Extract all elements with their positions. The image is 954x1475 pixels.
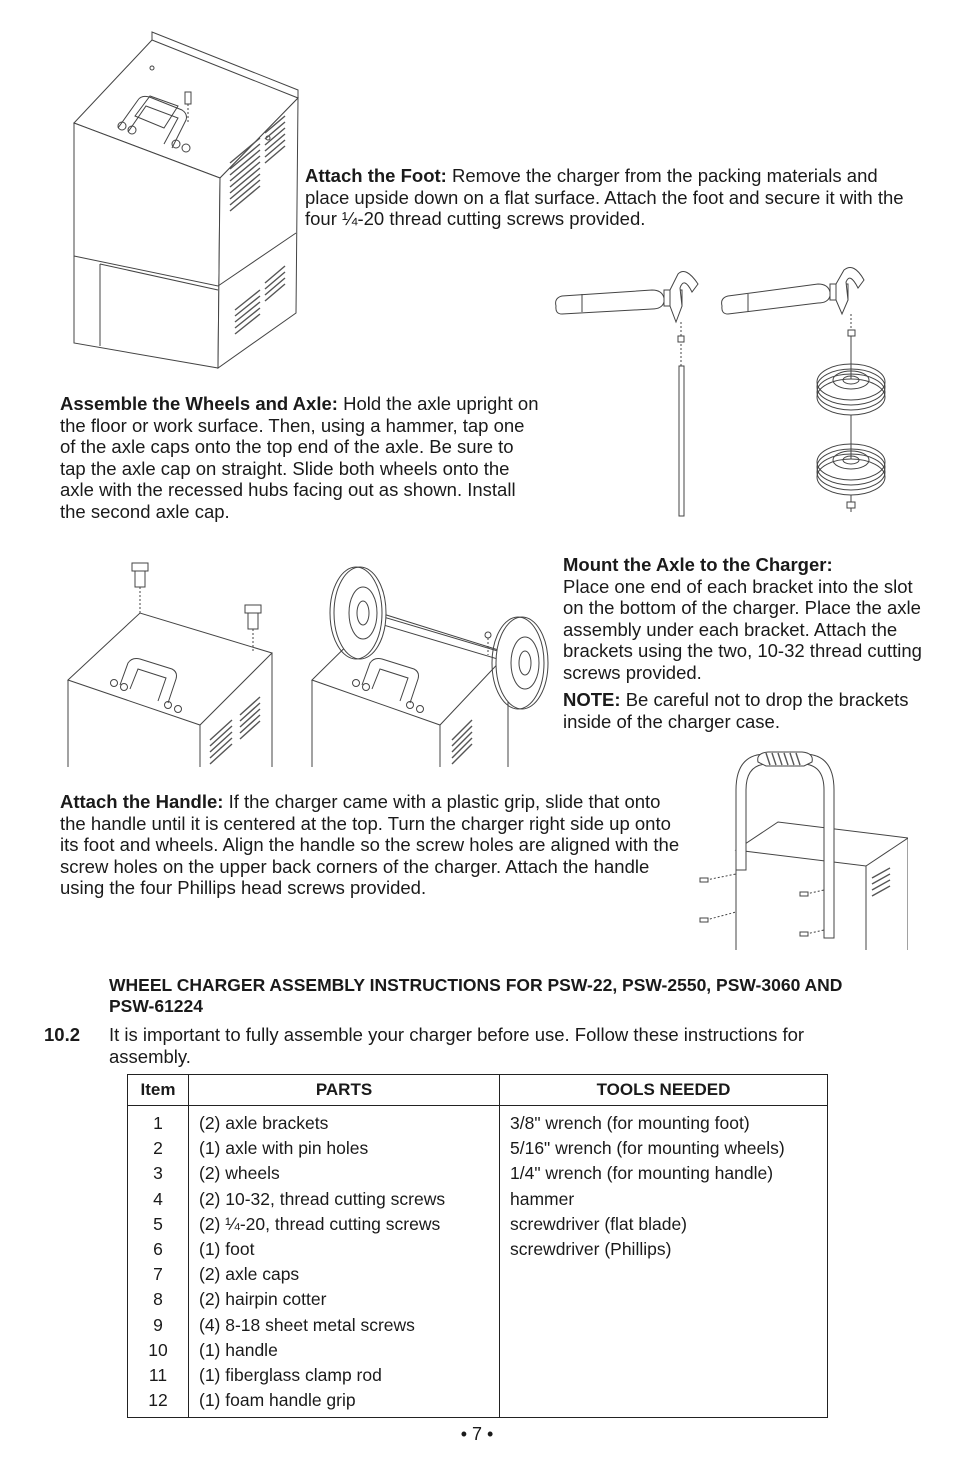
- note-label: NOTE:: [563, 689, 621, 710]
- assembly-intro: It is important to fully assemble your charger before use. Follow these instructions for assembly.: [109, 1024, 805, 1067]
- part-entry: (2) axle brackets: [199, 1113, 329, 1133]
- part-entry: (1) foot: [199, 1238, 255, 1259]
- page-number: • 7 •: [460, 1424, 494, 1444]
- part-entry: (2) wheels: [199, 1163, 280, 1184]
- charger-foot-illustration: [60, 28, 305, 373]
- attach-handle-illustration: [696, 750, 908, 950]
- part-entry: (2) ¼-20, thread cutting screws: [199, 1213, 441, 1234]
- tool-entry: 3/8" wrench (for mounting foot): [510, 1113, 750, 1133]
- item-number: 7: [153, 1264, 163, 1285]
- table-body-row: [128, 1106, 828, 1418]
- note-body: Be careful not to drop the brackets inside of the charger case.: [563, 689, 909, 732]
- item-number: 5: [153, 1213, 163, 1234]
- tool-entry: 5/16" wrench (for mounting wheels): [510, 1138, 785, 1159]
- item-number: 11: [148, 1364, 168, 1385]
- item-number: 10: [148, 1339, 168, 1360]
- parts-table: [127, 1074, 828, 1418]
- part-entry: (2) axle caps: [199, 1264, 300, 1285]
- assemble-wheels-body: Hold the axle upright on the floor or work surface. Then, using a hammer, tap one of the axle caps onto the top end of the axle. Be sure to tap the axle cap on straight. Slide both wheels onto the axle with the recessed hubs facing out as shown. Install the second axle cap.: [60, 393, 539, 522]
- part-entry: (2) 10-32, thread cutting screws: [199, 1188, 446, 1209]
- assemble-wheels-heading: Assemble the Wheels and Axle:: [60, 393, 338, 414]
- attach-handle-heading: Attach the Handle:: [60, 791, 224, 812]
- item-number: 8: [153, 1289, 163, 1310]
- mount-axle-illustration: [60, 555, 555, 767]
- mount-axle-paragraph: [563, 554, 923, 684]
- parts-column: [189, 1106, 500, 1418]
- mount-axle-body: Place one end of each bracket into the slot on the bottom of the charger. Place the axle assembly under each bracket. Attach the brackets using the two, 10-32 thread cutting screws provided.: [563, 575, 922, 683]
- part-entry: (1) axle with pin holes: [199, 1138, 369, 1159]
- table-header-row: [128, 1075, 828, 1106]
- wheels-axle-illustration: [552, 262, 912, 524]
- assemble-wheels-paragraph: [60, 393, 540, 523]
- item-column: [128, 1106, 189, 1418]
- part-entry: (2) hairpin cotter: [199, 1289, 327, 1310]
- part-entry: (4) 8-18 sheet metal screws: [199, 1314, 415, 1335]
- item-number: 1: [153, 1113, 163, 1133]
- attach-handle-body: If the charger came with a plastic grip, slide that onto the handle until it is centered at the top. Turn the charger right side up onto its foot and wheels. Align the handle so the screw holes are aligned with the screw holes on the upper back corners of the charger. Attach the handle using the four Phillips head screws provided.: [60, 791, 680, 899]
- header-parts: PARTS: [189, 1075, 500, 1106]
- header-tools: TOOLS NEEDED: [500, 1075, 828, 1106]
- tool-entry: screwdriver (Phillips): [510, 1238, 672, 1259]
- part-entry: (1) foam handle grip: [199, 1390, 356, 1411]
- header-item: Item: [128, 1075, 189, 1106]
- attach-foot-heading: Attach the Foot:: [305, 165, 447, 186]
- item-number: 12: [148, 1390, 168, 1411]
- item-number: 2: [153, 1138, 163, 1159]
- item-number: 4: [153, 1188, 163, 1209]
- tool-entry: screwdriver (flat blade): [510, 1213, 687, 1234]
- step-number: 10.2: [44, 1024, 81, 1045]
- attach-foot-paragraph: [305, 165, 915, 230]
- part-entry: (1) fiberglass clamp rod: [199, 1364, 382, 1385]
- note-paragraph: [563, 689, 923, 732]
- attach-handle-paragraph: [60, 791, 690, 899]
- item-number: 6: [153, 1238, 163, 1259]
- part-entry: (1) handle: [199, 1339, 278, 1360]
- item-number: 3: [153, 1163, 163, 1184]
- tool-entry: hammer: [510, 1188, 575, 1209]
- item-number: 9: [153, 1314, 163, 1335]
- attach-foot-body: Remove the charger from the packing materials and place upside down on a flat surface. Attach the foot and secure it with the four ¼-20 thread cutting screws provided.: [305, 165, 904, 230]
- assembly-title: WHEEL CHARGER ASSEMBLY INSTRUCTIONS FOR PSW-22, PSW-2550, PSW-3060 AND PSW-61224: [109, 975, 843, 1016]
- tools-column: [500, 1106, 828, 1418]
- mount-axle-heading: Mount the Axle to the Charger:: [563, 554, 833, 575]
- tool-entry: 1/4" wrench (for mounting handle): [510, 1163, 774, 1184]
